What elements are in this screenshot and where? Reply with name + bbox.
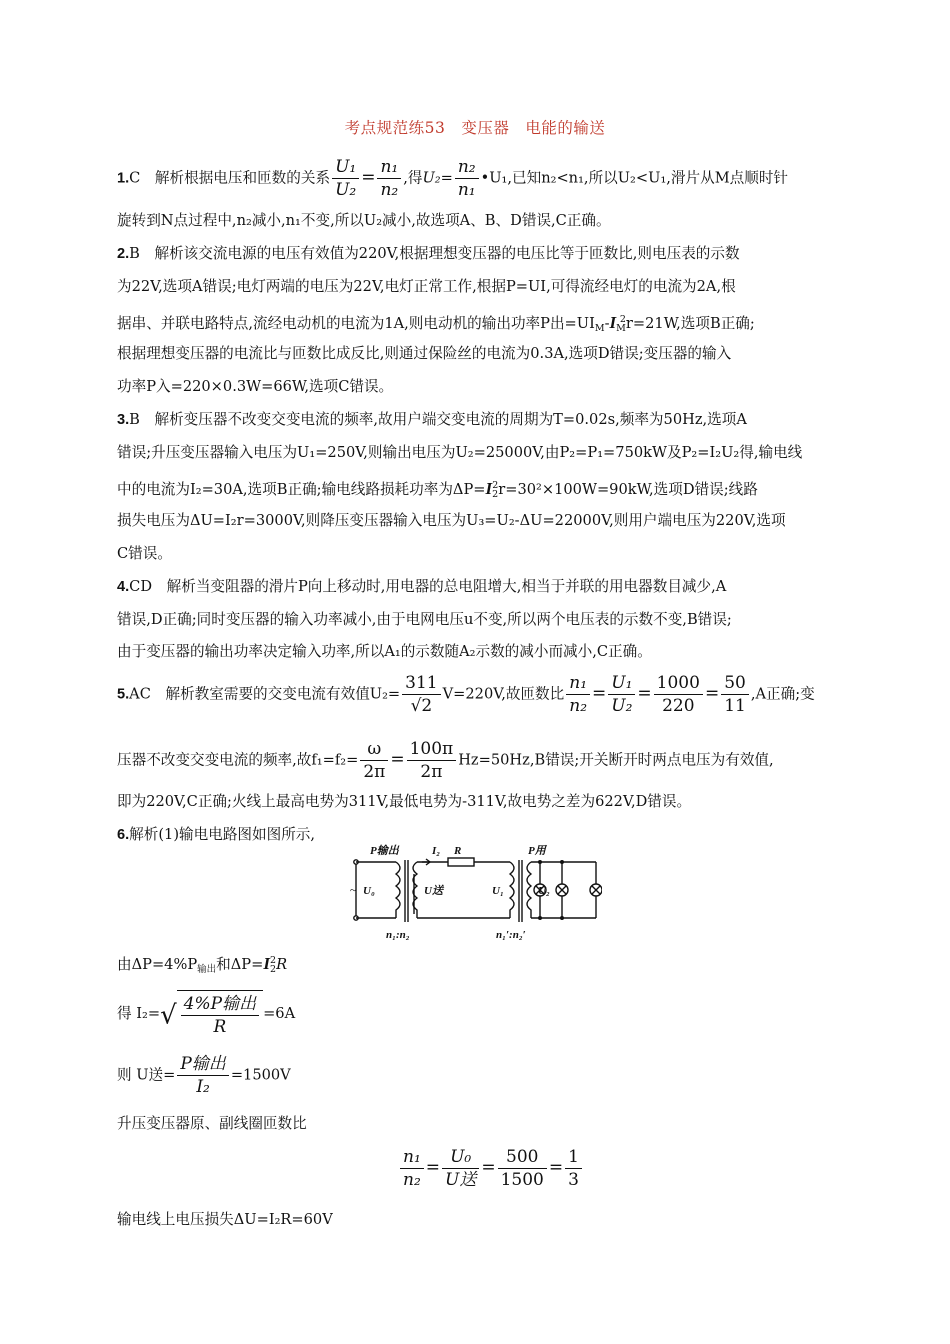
- q6-line-2: [117, 951, 287, 980]
- q3-text-3e: r=30²×100W=90kW,选项D错误;线路: [498, 481, 758, 498]
- q1-text-a: C 解析根据电压和匝数的关系: [129, 169, 331, 187]
- q6-sqrt-den: R: [213, 1017, 227, 1037]
- svg-text:~: ~: [350, 883, 357, 897]
- q1-frac-u: $\frac{\text{U₁}}{\text{U₂}}$: [332, 156, 359, 201]
- q2-text-3a: 据串、并联电路特点,流经电动机的电流为1A,则电动机的输出功率P出=UI: [117, 315, 595, 332]
- q6-text-4b: =1500V: [230, 1066, 291, 1084]
- q6-text-2a: 由ΔP=4%P: [117, 956, 198, 973]
- q5-frac-311: $\frac{311}{√2}$: [402, 672, 440, 717]
- q1-frac-n: $\frac{\text{n₁}}{\text{n₂}}$: [377, 156, 401, 201]
- q5-frac-n: $\frac{\text{n₁}}{\text{n₂}}$: [566, 672, 590, 717]
- q5-frac-u: $\frac{\text{U₁}}{\text{U₂}}$: [608, 672, 635, 717]
- q6-line-6: 输电线上电压损失ΔU=I₂R=60V: [117, 1211, 333, 1228]
- q2-big-i: I: [609, 313, 617, 332]
- label-u0: U₀: [363, 885, 375, 897]
- q5-frac-100pi: $\frac{100\pi}{2\pi}$: [407, 738, 457, 783]
- q5-text-e: Hz=50Hz,B错误;开关断开时两点电压为有效值,: [458, 751, 774, 769]
- q1-number: 1.: [117, 170, 130, 187]
- q3-big-i: I: [485, 479, 493, 498]
- label-i2: I₂: [432, 845, 441, 857]
- page-title: 考点规范练53 变压器 电能的输送: [344, 119, 606, 137]
- q1-u2: U₂=: [422, 169, 453, 187]
- label-r: R: [454, 845, 462, 857]
- q5-line-2: 压器不改变交变电流的频率,故f₁=f₂= $\frac{\omega}{2\pi}$ = $\frac{100\pi}{2\pi}$ Hz=50Hz,B错误;开关断开时两点电压为有效值,: [117, 739, 774, 782]
- q2-number: 2.: [117, 246, 130, 262]
- q2-line-4: 根据理想变压器的电流比与匝数比成反比,则通过保险丝的电流为0.3A,选项D错误;变压器的输入: [117, 345, 732, 362]
- eq-frac-n: $\frac{\text{n₁}}{\text{n₂}}$: [400, 1146, 424, 1191]
- q2-sub-m2: M: [616, 323, 626, 334]
- q5-text-c: ,A正确;变: [750, 685, 815, 703]
- label-p-user: P用: [528, 845, 546, 857]
- q6-text-3a: 得 I₂=: [117, 1005, 161, 1022]
- q6-number: 6.: [117, 827, 130, 843]
- q3-sup-2: 2: [492, 480, 499, 491]
- q1-text-c: •U₁,已知n₂<n₁,所以U₂<U₁,滑片从M点顺时针: [480, 169, 789, 187]
- q2-line-1: [117, 244, 740, 264]
- q4-line-2: 错误,D正确;同时变压器的输入功率减小,由于电网电压u不变,所以两个电压表的示数不变,B错误;: [117, 611, 732, 628]
- label-p-out: P输出: [370, 845, 399, 857]
- q5-line-3: 即为220V,C正确;火线上最高电势为311V,最低电势为-311V,故电势之差为622V,D错误。: [117, 793, 692, 810]
- q6-line-3: [117, 990, 295, 1038]
- q6-sub-2: 2: [269, 964, 277, 975]
- q5-frac-1000: $\frac{1000}{220}$: [654, 672, 703, 717]
- label-u1: U₁: [492, 885, 504, 897]
- q5-text-d: 压器不改变交变电流的频率,故f₁=f₂=: [117, 751, 359, 769]
- q1-frac-n2n1: $\frac{\text{n₂}}{\text{n₁}}$: [455, 156, 479, 201]
- q3-sub-2: 2: [492, 489, 499, 500]
- q6-big-i: I: [263, 954, 270, 973]
- eq-frac-500: $\frac{500}{1500}$: [498, 1146, 547, 1191]
- q3-line-4: 损失电压为ΔU=I₂r=3000V,则降压变压器输入电压为U₃=U₂-ΔU=22000V,则用户端电压为220V,选项: [117, 512, 786, 529]
- label-ratio-1: n₁:n₂: [386, 929, 410, 941]
- q6-r: R: [276, 956, 288, 973]
- q5-number: 5.: [117, 686, 130, 703]
- q6-sqrt: √ $\frac{\text{4\%P输出}}{R}$: [160, 990, 263, 1038]
- q2-text-1: B 解析该交流电源的电压有效值为220V,根据理想变压器的电压比等于匝数比,则电压表的示数: [129, 245, 740, 262]
- q5-text-a: AC 解析教室需要的交变电流有效值U₂=: [129, 685, 401, 703]
- label-ratio-2: n₁′:n₂′: [496, 929, 526, 941]
- q6-line-4: [117, 1053, 291, 1098]
- q4-line-1: [117, 577, 726, 597]
- q4-text-1: CD 解析当变阻器的滑片P向上移动时,用电器的总电阻增大,相当于并联的用电器数目减少,A: [129, 578, 727, 595]
- q2-text-3g: r=21W,选项B正确;: [625, 315, 755, 332]
- q3-line-1: [117, 410, 747, 430]
- q2-sup-2: 2: [619, 314, 626, 325]
- q2-line-3: [117, 310, 755, 339]
- q2-sub-m: M: [594, 323, 605, 334]
- q5-line-1: 5.AC 解析教室需要的交变电流有效值U₂= $\frac{311}{√2}$ V=220V,故匝数比 $\frac{\text{n₁}}{\text{n₂}}$ = $\frac{\text{U₁}}{\text{U₂}}$ = $\frac{1000}{220}$ = $\frac{50}{11}$ ,A正确;变: [117, 673, 815, 716]
- q6-ratio-equation: $\frac{\text{n₁}}{\text{n₂}}$ = $\frac{\text{U₀}}{\text{U送}}$ = $\frac{500}{1500}$ = $\frac{1}{3}$: [398, 1146, 584, 1191]
- circuit-diagram: [350, 830, 602, 942]
- q6-sqrt-num: 4%P输出: [181, 993, 259, 1016]
- q3-number: 3.: [117, 412, 130, 428]
- q4-line-3: 由于变压器的输出功率决定输入功率,所以A₁的示数随A₂示数的减小而减小,C正确。: [117, 643, 652, 660]
- label-u2: U₂: [538, 885, 550, 897]
- q1-text-b: ,得: [403, 169, 423, 187]
- eq-frac-1-3: $\frac{1}{3}$: [565, 1146, 582, 1191]
- q6-text-4a: 则 U送=: [117, 1066, 176, 1084]
- q5-frac-50: $\frac{50}{11}$: [721, 672, 749, 717]
- q3-text-1: B 解析变压器不改变交变电流的频率,故用户端交变电流的周期为T=0.02s,频率为50Hz,选项A: [129, 411, 747, 428]
- q6-text-1: 解析(1)输电电路图如图所示,: [129, 826, 316, 843]
- q5-frac-omega: $\frac{\omega}{2\pi}$: [360, 738, 388, 783]
- q6-text-3b: =6A: [263, 1005, 296, 1022]
- q6-text-2c: 和ΔP=: [216, 956, 264, 973]
- q3-line-2: 错误;升压变压器输入电压为U₁=250V,则输出电压为U₂=25000V,由P₂=P₁=750kW及P₂=I₂U₂得,输电线: [117, 444, 803, 461]
- q3-text-3a: 中的电流为I₂=30A,选项B正确;输电线路损耗功率为ΔP=: [117, 481, 486, 498]
- q3-line-3: [117, 476, 758, 505]
- label-u-send: U送: [424, 885, 443, 897]
- q6-sup-2: 2: [270, 955, 277, 966]
- eq-frac-u: $\frac{\text{U₀}}{\text{U送}}$: [442, 1146, 479, 1191]
- q1-line-1: 1.C 解析根据电压和匝数的关系 $\frac{\text{U₁}}{\text{U₂}}$ = $\frac{\text{n₁}}{\text{n₂}}$ ,得U₂= $\frac{\text{n₂}}{\text{n₁}}$ •U₁,已知n₂<n₁,所以U₂<U₁,滑片从M点顺时针: [117, 157, 789, 200]
- q2-line-5: 功率P入=220×0.3W=66W,选项C错误。: [117, 378, 394, 395]
- q1-line-2: 旋转到N点过程中,n₂减小,n₁不变,所以U₂减小,故选项A、B、D错误,C正确。: [117, 212, 611, 229]
- q2-line-2: 为22V,选项A错误;电灯两端的电压为22V,电灯正常工作,根据P=UI,可得流经电灯的电流为2A,根: [117, 278, 736, 295]
- q6-line-5: 升压变压器原、副线圈匝数比: [117, 1115, 307, 1132]
- q6-line-1: [117, 825, 315, 845]
- q2-minus: -: [604, 315, 610, 332]
- q3-line-5: C错误。: [117, 545, 172, 562]
- q6-frac-p: $\frac{\text{P输出}}{\text{I₂}}$: [177, 1053, 228, 1098]
- q6-sub-out: 输出: [197, 964, 217, 975]
- q5-text-b: V=220V,故匝数比: [442, 685, 565, 703]
- q4-number: 4.: [117, 579, 130, 595]
